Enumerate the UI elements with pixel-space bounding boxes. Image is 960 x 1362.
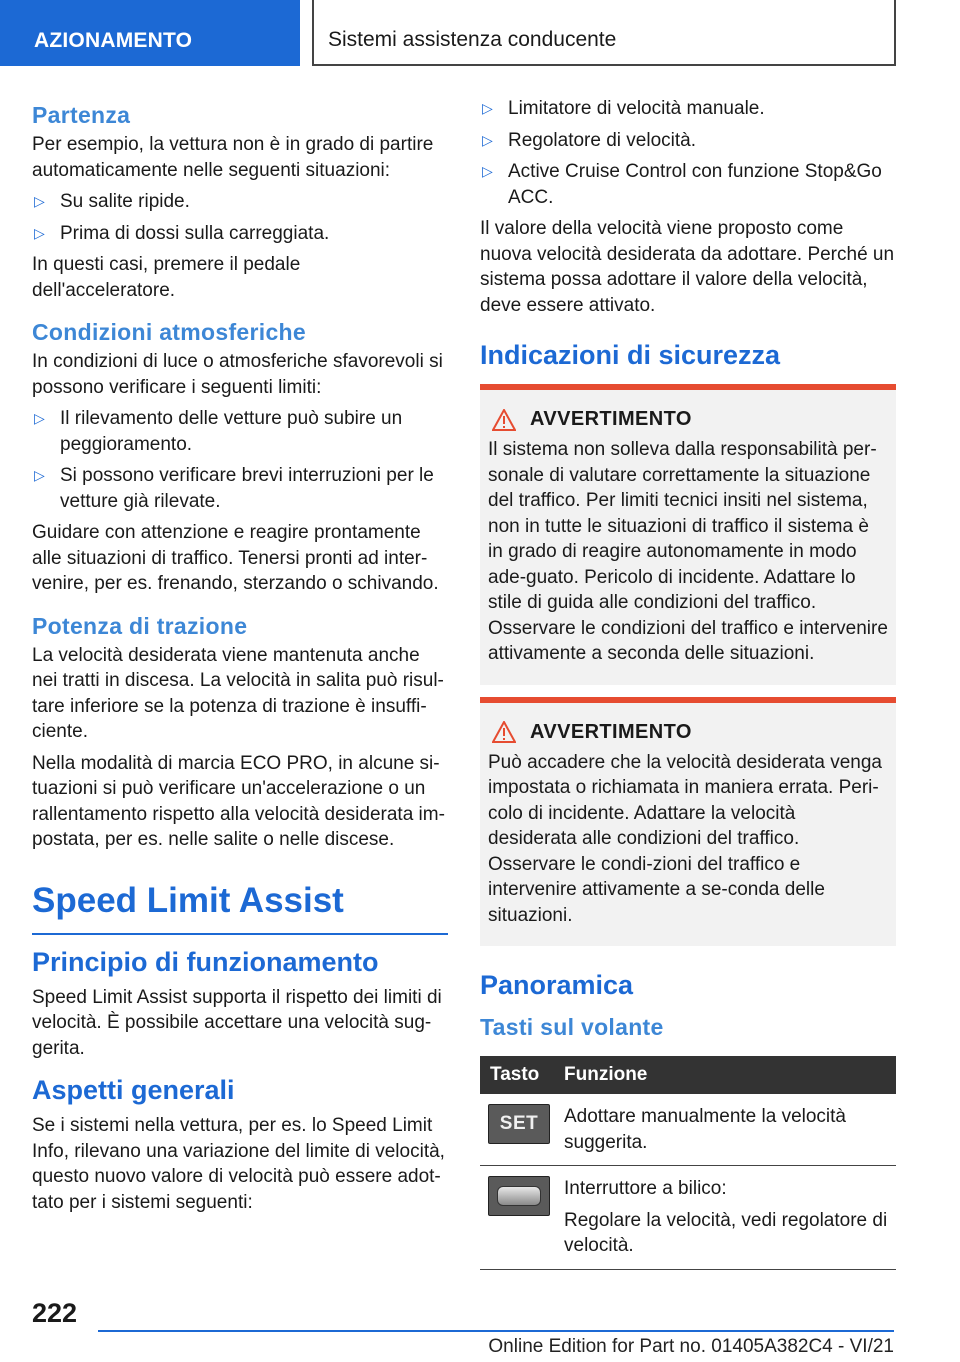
row-text: Regolare la velocità, vedi regolatore di velocità. <box>564 1209 888 1256</box>
heading-trazione: Potenza di trazione <box>32 612 248 639</box>
edition-text: Online Edition for Part no. 01405A382C4 - VI/21 <box>488 1336 894 1357</box>
footer-divider <box>98 1330 894 1332</box>
page-number: 222 <box>32 1298 78 1328</box>
heading-sicurezza: Indicazioni di sicurezza <box>480 338 896 390</box>
list-item: ▷ Regolatore di velocità. <box>480 128 896 154</box>
heading-principio: Principio di funzionamento <box>32 946 379 977</box>
list-item: ▷ Limitatore di velocità manuale. <box>480 96 896 122</box>
heading-partenza: Partenza <box>32 102 131 128</box>
atmo-list <box>32 406 448 514</box>
aspetti-text: Se i sistemi nella vettura, per es. lo Speed Limit Info, rilevano una variazione del limite di velocità, questo nuovo valore di velocità può essere adot-tato per i sistemi seguenti: <box>32 1115 445 1213</box>
list-item: ▷ Si possono verificare brevi interruzioni per le vetture già rilevate. <box>34 465 434 512</box>
chapter-title: Sistemi assistenza conducente <box>312 0 896 66</box>
row-text: Interruttore a bilico: <box>564 1178 727 1199</box>
principio-text: Speed Limit Assist supporta il rispetto dei limiti di velocità. È possibile accettare una velocità sug-gerita. <box>32 986 442 1059</box>
warning-box-1 <box>480 390 896 685</box>
col-header-funzione: Funzione <box>564 1064 648 1085</box>
rocker-switch-icon <box>488 1176 550 1216</box>
triangle-bullet-icon: ▷ <box>34 224 45 241</box>
section-tab: AZIONAMENTO <box>0 0 300 66</box>
atmo-intro: In condizioni di luce o atmosferiche sfavorevoli si possono verificare i seguenti limiti: <box>32 351 443 398</box>
list-item: ▷ Prima di dossi sulla carreggiata. <box>32 221 448 247</box>
partenza-outro: In questi casi, premere il pedale dell'acceleratore. <box>32 254 301 301</box>
triangle-bullet-icon: ▷ <box>482 100 493 116</box>
warning-box-2 <box>480 703 896 947</box>
warning-title: AVVERTIMENTO <box>530 408 692 430</box>
systems-text: Il valore della velocità viene proposto come nuova velocità desiderata da adottare. Perché un sistema possa adottare il valore della velocità, deve essere attivato. <box>480 218 895 316</box>
triangle-bullet-icon: ▷ <box>34 193 45 209</box>
col-header-tasto: Tasto <box>490 1064 540 1085</box>
table-row <box>480 1166 896 1270</box>
triangle-bullet-icon: ▷ <box>482 163 493 179</box>
heading-aspetti: Aspetti generali <box>32 1075 235 1105</box>
atmo-outro: Guidare con attenzione e reagire prontamente alle situazioni di traffico. Tenersi pronti ad inter-venire, per es. frenando, sterzando o schivando. <box>32 522 439 594</box>
list-item: ▷ Su salite ripide. <box>32 189 448 215</box>
set-button-icon: SET <box>488 1104 550 1144</box>
warning-text: Il sistema non solleva dalla responsabilità per-sonale di valutare correttamente la situazione del traffico. Per limiti tecnici insiti nel sistema, non in tutte le situazioni di traffico il sistema è in grado di reagire autonomamente in modo ade-guato. Pericolo di incidente. Adattare lo stile di guida alle condizioni del traffico. Osservare le condizioni del traffico e intervenire attivamente a seconda delle situazioni. <box>488 439 888 664</box>
warning-text: Può accadere che la velocità desiderata venga impostata o richiamata in maniera errata. Peri-colo di incidente. Adattare la velocità desiderata alle condizioni del traffico. Osservare le condi-zioni del traffico e intervenire attivamente a se-conda delle situazioni. <box>488 751 882 926</box>
heading-tasti: Tasti sul volante <box>480 1014 664 1040</box>
partenza-intro: Per esempio, la vettura non è in grado di partire automaticamente nelle seguenti situazioni: <box>32 134 434 181</box>
heading-atmo: Condizioni atmosferiche <box>32 319 306 345</box>
table-header <box>480 1056 896 1094</box>
warning-title: AVVERTIMENTO <box>530 720 692 743</box>
left-column <box>32 96 448 1221</box>
page-header <box>0 0 960 66</box>
triangle-bullet-icon: ▷ <box>482 131 493 148</box>
trazione-p2: Nella modalità di marcia ECO PRO, in alcune si-tuazioni si può verificare un'accelerazione o un rallentamento rispetto alla velocità desiderata im-postata, per es. nelle salite o nelle discese. <box>32 752 445 850</box>
trazione-p1: La velocità desiderata viene mantenuta anche nei tratti in discesa. La velocità in salita può risul-tare inferiore se la potenza di trazione è insuffi-ciente. <box>32 644 444 742</box>
heading-speed-limit-assist: Speed Limit Assist <box>32 879 448 935</box>
warning-triangle-icon <box>492 409 516 431</box>
warning-triangle-icon <box>492 721 516 743</box>
triangle-bullet-icon: ▷ <box>34 467 45 483</box>
systems-list <box>480 96 896 210</box>
table-row <box>480 1094 896 1166</box>
list-item: ▷ Il rilevamento delle vetture può subire un peggioramento. <box>34 408 403 455</box>
buttons-table <box>480 1056 896 1270</box>
heading-panoramica: Panoramica <box>480 970 634 1000</box>
partenza-list <box>32 189 448 246</box>
row-text: Adottare manualmente la velocità suggerita. <box>564 1106 846 1153</box>
triangle-bullet-icon: ▷ <box>34 410 45 426</box>
right-column <box>480 96 896 1270</box>
list-item: ▷ Active Cruise Control con funzione Stop&Go ACC. <box>482 161 882 208</box>
